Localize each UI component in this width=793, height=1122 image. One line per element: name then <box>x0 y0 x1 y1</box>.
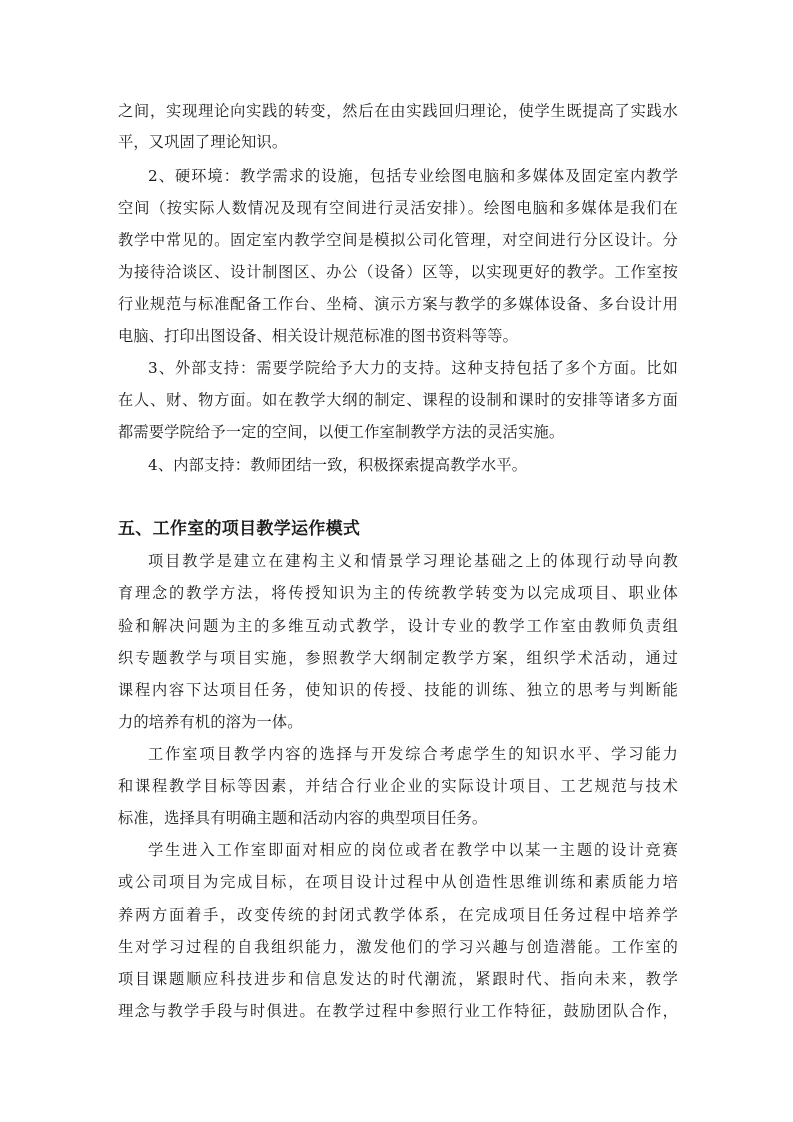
body-line: 电脑、打印出图设备、相关设计规范标准的图书资料等等。 <box>118 327 519 345</box>
body-line: 平，又巩固了理论知识。 <box>118 133 288 151</box>
body-line: 课程内容下达项目任务，使知识的传授、技能的训练、独立的思考与判断能 <box>118 681 678 699</box>
body-line: 织专题教学与项目实施，参照教学大纲制定教学方案，组织学术活动，通过 <box>118 649 678 667</box>
body-line: 力的培养有机的溶为一体。 <box>118 713 303 731</box>
body-line: 理念与教学手段与时俱进。在教学过程中参照行业工作特征，鼓励团队合作， <box>118 1002 678 1020</box>
body-line: 养两方面着手，改变传统的封闭式教学体系，在完成项目任务过程中培养学 <box>118 906 678 924</box>
paragraph-start-line: 3、外部支持：需要学院给予大力的支持。这种支持包括了多个方面。比如 <box>148 359 678 377</box>
body-line: 为接待洽谈区、设计制图区、办公（设备）区等，以实现更好的教学。工作室按 <box>118 263 678 281</box>
body-line: 之间，实现理论向实践的转变，然后在由实践回归理论，使学生既提高了实践水 <box>118 102 678 120</box>
body-line: 和课程教学目标等因素，并结合行业企业的实际设计项目、工艺规范与技术 <box>118 777 678 795</box>
paragraph-start-line: 工作室项目教学内容的选择与开发综合考虑学生的知识水平、学习能力 <box>148 745 678 763</box>
body-line: 行业规范与标准配备工作台、坐椅、演示方案与教学的多媒体设备、多台设计用 <box>118 295 678 313</box>
paragraph-start-line: 学生进入工作室即面对相应的岗位或者在教学中以某一主题的设计竞赛 <box>148 841 678 859</box>
body-line: 都需要学院给予一定的空间，以便工作室制教学方法的灵活实施。 <box>118 423 565 441</box>
body-line: 或公司项目为完成目标，在项目设计过程中从创造性思维训练和素质能力培 <box>118 873 678 891</box>
paragraph-start-line: 4、内部支持：教师团结一致，积极探索提高教学水平。 <box>148 456 528 474</box>
body-line: 标准，选择具有明确主题和活动内容的典型项目任务。 <box>118 809 488 827</box>
body-line: 空间（按实际人数情况及现有空间进行灵活安排）。绘图电脑和多媒体是我们在 <box>118 199 678 217</box>
body-line: 验和解决问题为主的多维互动式教学，设计专业的教学工作室由教师负责组 <box>118 617 678 635</box>
body-line: 在人、财、物方面。如在教学大纲的制定、课程的设制和课时的安排等诸多方面 <box>118 391 678 409</box>
paragraph-start-line: 项目教学是建立在建构主义和情景学习理论基础之上的体现行动导向教 <box>148 552 678 570</box>
section-heading: 五、工作室的项目教学运作模式 <box>118 519 361 539</box>
body-line: 生对学习过程的自我组织能力，激发他们的学习兴趣与创造潜能。工作室的 <box>118 938 678 956</box>
body-line: 育理念的教学方法，将传授知识为主的传统教学转变为以完成项目、职业体 <box>118 584 678 602</box>
paragraph-start-line: 2、硬环境：教学需求的设施，包括专业绘图电脑和多媒体及固定室内教学 <box>148 167 678 185</box>
body-line: 项目课题顺应科技进步和信息发达的时代潮流，紧跟时代、指向未来，教学 <box>118 970 678 988</box>
body-line: 教学中常见的。固定室内教学空间是模拟公司化管理，对空间进行分区设计。分 <box>118 231 678 249</box>
